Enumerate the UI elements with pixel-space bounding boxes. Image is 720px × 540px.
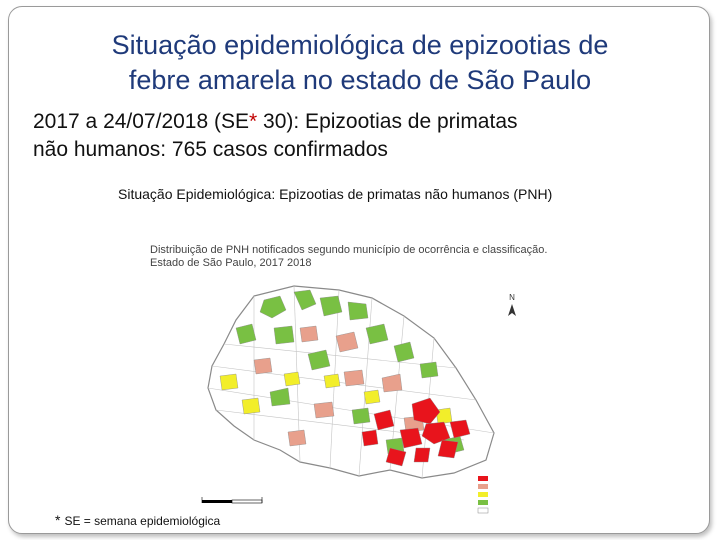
legend-swatch-confirmed [478, 476, 488, 481]
map-figure [104, 178, 656, 520]
legend [478, 476, 488, 513]
legend-swatch-investigation [478, 484, 488, 489]
subtitle-star: * [249, 110, 258, 133]
subtitle-part-2: 30): Epizootias de primatas [257, 110, 518, 133]
subtitle-line-1 [33, 108, 693, 136]
map-header: Situação Epidemiológica: Epizootias de primatas não humanos (PNH) [118, 186, 553, 202]
north-label: N [509, 293, 515, 302]
subtitle-part-1: 2017 a 24/07/2018 (SE [33, 110, 250, 133]
legend-swatch-undetermined [478, 492, 488, 497]
footnote-text: SE = semana epidemiológica [64, 514, 221, 528]
north-arrow-icon [508, 293, 516, 316]
subtitle-line-2: não humanos: 765 casos confirmados [33, 138, 388, 161]
legend-swatch-none [478, 508, 488, 513]
map-caption-line-2: Estado de São Paulo, 2017 2018 [150, 257, 312, 269]
slide-subtitle [33, 108, 693, 164]
map-caption-line-1: Distribuição de PNH notificados segundo município de ocorrência e classificação. [150, 244, 548, 256]
scale-bar-icon [202, 497, 262, 503]
slide-title [20, 28, 700, 98]
title-line-2: febre amarela no estado de São Paulo [128, 65, 592, 95]
title-line-1: Situação epidemiológica de epizootias de [111, 30, 609, 60]
map-panel [104, 178, 656, 520]
footnote-star: * [55, 512, 61, 528]
footnote [55, 512, 220, 528]
legend-swatch-discarded [478, 500, 488, 505]
